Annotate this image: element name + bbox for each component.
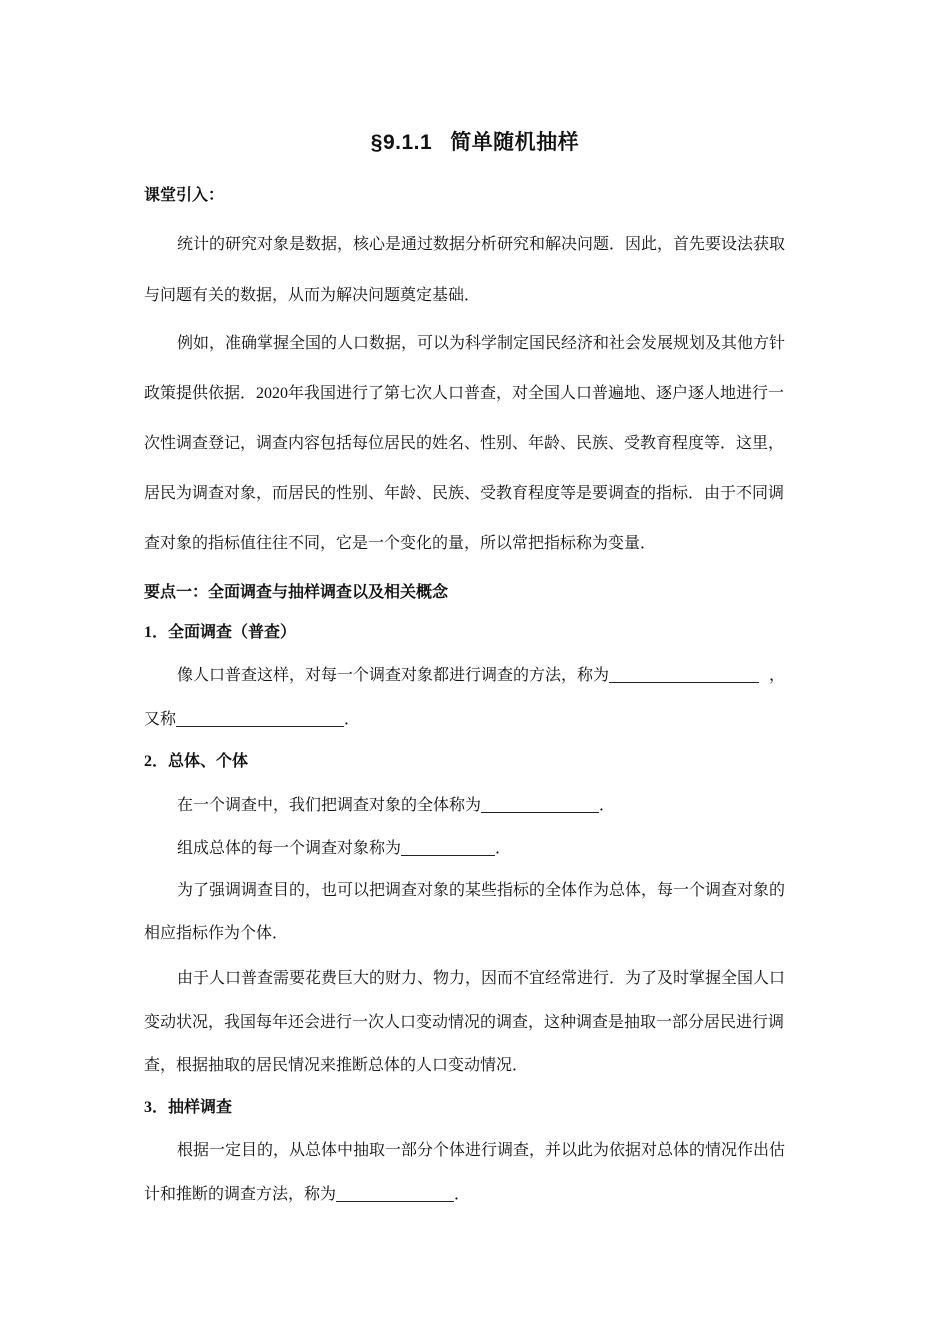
para2-line2: 政策提供依据．2020年我国进行了第七次人口普查，对全国人口普遍地、逐户逐人地进行一 bbox=[144, 383, 785, 402]
section2-line4: 相应指标作为个体． bbox=[144, 923, 289, 942]
section3-line2: 计和推断的调查方法，称为 ． bbox=[144, 1184, 471, 1203]
para1-line1: 统计的研究对象是数据，核心是通过数据分析研究和解决问题．因此，首先要设法获取 bbox=[177, 234, 786, 253]
section2-line6: 变动状况，我国每年还会进行一次人口变动情况的调查，这种调查是抽取一部分居民进行调 bbox=[144, 1012, 785, 1031]
section2-line1: 在一个调查中，我们把调查对象的全体称为 ． bbox=[177, 795, 616, 814]
section3-line1: 根据一定目的，从总体中抽取一部分个体进行调查，并以此为依据对总体的情况作出估 bbox=[177, 1140, 786, 1159]
section2-line5: 由于人口普查需要花费巨大的财力、物力，因而不宜经常进行．为了及时掌握全国人口 bbox=[177, 968, 786, 987]
section-number: §9.1.1 bbox=[370, 131, 433, 154]
fill-blank-4[interactable] bbox=[401, 839, 495, 856]
para2-line3: 次性调查登记，调查内容包括每位居民的姓名、性别、年龄、民族、受教育程度等．这里， bbox=[144, 433, 785, 452]
section1-heading: 1．全面调查（普查） bbox=[144, 622, 297, 641]
para2-line4: 居民为调查对象，而居民的性别、年龄、民族、受教育程度等是要调查的指标．由于不同调 bbox=[144, 483, 785, 502]
section1-line2: 又称 ． bbox=[144, 709, 361, 728]
section2-heading: 2．总体、个体 bbox=[144, 751, 249, 770]
intro-heading: 课堂引入： bbox=[144, 185, 225, 204]
fill-blank-1[interactable] bbox=[609, 666, 759, 683]
section2-line2: 组成总体的每一个调查对象称为 ． bbox=[177, 838, 512, 857]
para2-line1: 例如，准确掌握全国的人口数据，可以为科学制定国民经济和社会发展规划及其他方针 bbox=[177, 333, 786, 352]
fill-blank-2[interactable] bbox=[176, 710, 344, 727]
section1-line1: 像人口普查这样，对每一个调查对象都进行调查的方法，称为 ， bbox=[177, 665, 786, 684]
page-title bbox=[0, 126, 950, 156]
section-title: 简单随机抽样 bbox=[450, 130, 580, 154]
section2-line7: 查，根据抽取的居民情况来推断总体的人口变动情况． bbox=[144, 1055, 529, 1074]
section2-line3: 为了强调调查目的，也可以把调查对象的某些指标的全体作为总体，每一个调查对象的 bbox=[177, 880, 786, 899]
fill-blank-3[interactable] bbox=[481, 796, 599, 813]
key-point-heading: 要点一：全面调查与抽样调查以及相关概念 bbox=[144, 582, 449, 601]
para2-line5: 查对象的指标值往往不同，它是一个变化的量，所以常把指标称为变量． bbox=[144, 533, 657, 552]
section3-heading: 3．抽样调查 bbox=[144, 1097, 233, 1116]
fill-blank-5[interactable] bbox=[336, 1185, 454, 1202]
para1-line2: 与问题有关的数据，从而为解决问题奠定基础． bbox=[144, 285, 481, 304]
